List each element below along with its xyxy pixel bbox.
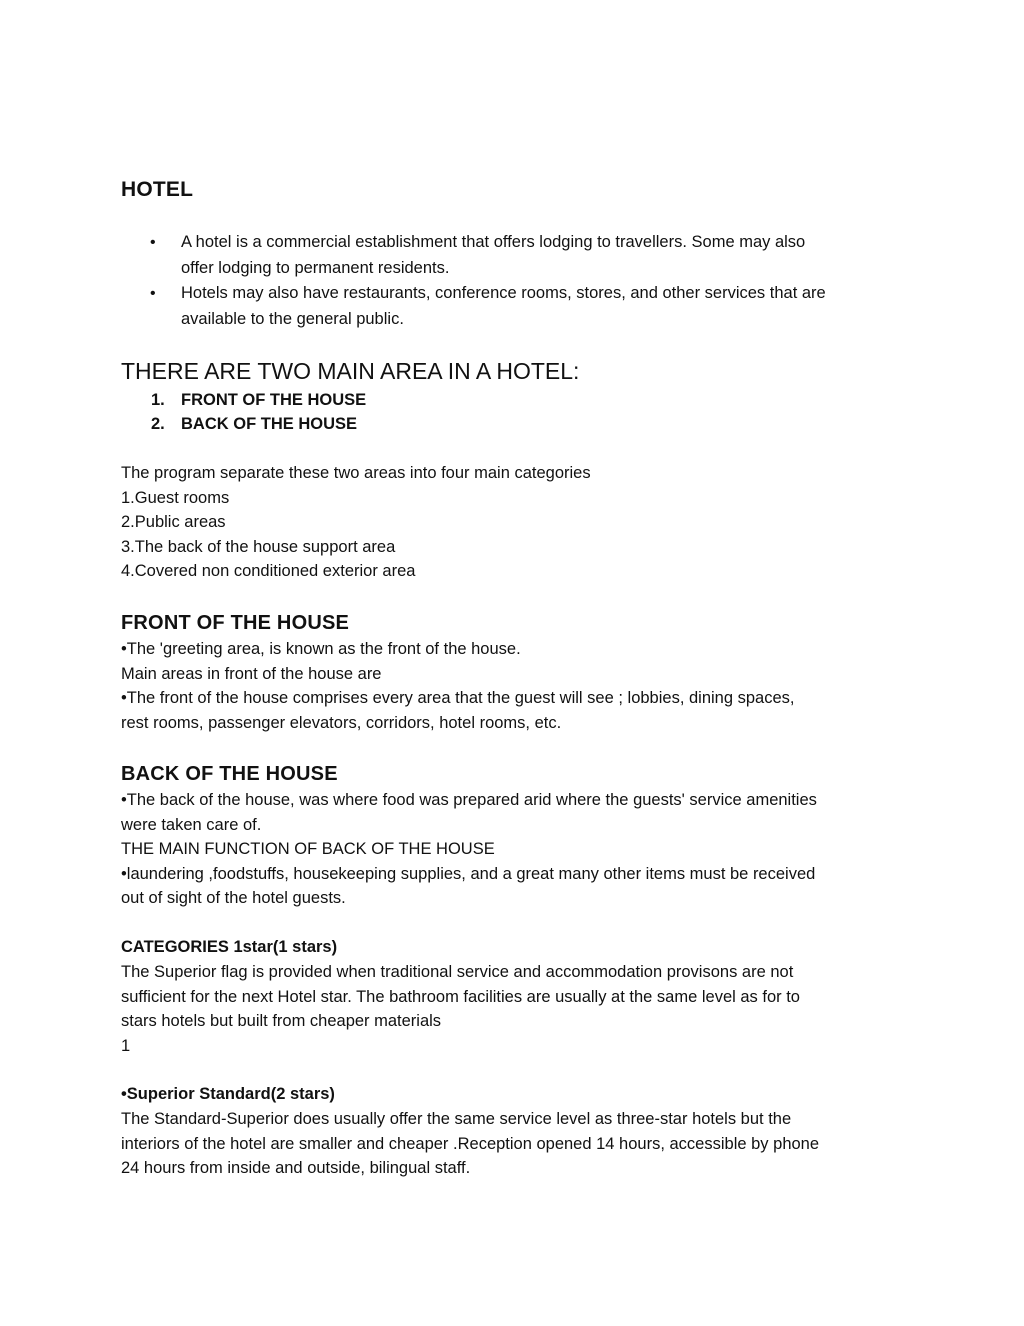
- superior-body: [121, 1107, 911, 1181]
- front-section-heading: FRONT OF THE HOUSE: [121, 612, 350, 634]
- bullet-glyph: •: [150, 234, 156, 251]
- paragraph-line: sufficient for the next Hotel star. The bathroom facilities are usually at the same level as for to: [121, 987, 800, 1006]
- bullet-glyph: •: [150, 285, 156, 302]
- program-intro: The program separate these two areas into four main categories: [121, 464, 591, 482]
- paragraph-line: rest rooms, passenger elevators, corridors, hotel rooms, etc.: [121, 713, 562, 732]
- bullet-text-line: available to the general public.: [181, 309, 404, 328]
- categories-heading: CATEGORIES 1star(1 stars): [121, 938, 338, 956]
- categories-body: [121, 960, 911, 1058]
- paragraph-line: Main areas in front of the house are: [121, 664, 382, 683]
- list-label: BACK OF THE HOUSE: [181, 415, 358, 433]
- program-item: 2.Public areas: [121, 513, 226, 531]
- paragraph-line: 1: [121, 1036, 131, 1055]
- front-section-body: [121, 637, 911, 735]
- back-section-body: [121, 788, 911, 911]
- paragraph-line: •The 'greeting area, is known as the front of the house.: [121, 640, 521, 658]
- paragraph-line: were taken care of.: [121, 815, 262, 834]
- list-label: FRONT OF THE HOUSE: [181, 391, 367, 409]
- superior-heading: •Superior Standard(2 stars): [121, 1085, 335, 1103]
- paragraph-line: out of sight of the hotel guests.: [121, 889, 346, 907]
- bullet-text-line: A hotel is a commercial establishment that offers lodging to travellers. Some may also: [181, 233, 806, 251]
- paragraph-line: The Standard-Superior does usually offer the same service level as three-star hotels but the: [121, 1110, 792, 1128]
- back-section-heading: BACK OF THE HOUSE: [121, 763, 338, 785]
- paragraph-line: The Superior flag is provided when traditional service and accommodation provisons are not: [121, 963, 794, 981]
- list-item: [121, 388, 911, 412]
- paragraph-line: interiors of the hotel are smaller and cheaper .Reception opened 14 hours, accessible by phone: [121, 1134, 820, 1153]
- program-section: [121, 461, 911, 584]
- bullet-text-line: Hotels may also have restaurants, conference rooms, stores, and other services that are: [181, 284, 826, 302]
- intro-bullet-list: [121, 230, 911, 332]
- paragraph-line: •laundering ,foodstuffs, housekeeping supplies, and a great many other items must be received: [121, 864, 816, 883]
- list-item: [121, 230, 911, 281]
- list-number: 1.: [151, 391, 165, 409]
- paragraph-line: stars hotels but built from cheaper materials: [121, 1012, 442, 1030]
- page-title: HOTEL: [121, 178, 194, 201]
- list-item: [121, 412, 911, 436]
- bullet-text-line: offer lodging to permanent residents.: [181, 258, 450, 277]
- main-areas-heading: THERE ARE TWO MAIN AREA IN A HOTEL:: [121, 358, 580, 384]
- paragraph-line: •The back of the house, was where food was prepared arid where the guests' service amenities: [121, 791, 817, 809]
- main-areas-list: [121, 388, 911, 436]
- list-number: 2.: [151, 415, 165, 433]
- program-item: 4.Covered non conditioned exterior area: [121, 562, 416, 580]
- paragraph-line: 24 hours from inside and outside, bilingual staff.: [121, 1159, 471, 1177]
- paragraph-line: •The front of the house comprises every area that the guest will see ; lobbies, dining spaces,: [121, 689, 795, 707]
- program-item: 3.The back of the house support area: [121, 537, 396, 556]
- paragraph-line: THE MAIN FUNCTION OF BACK OF THE HOUSE: [121, 840, 495, 858]
- program-item: 1.Guest rooms: [121, 488, 230, 507]
- list-item: [121, 281, 911, 332]
